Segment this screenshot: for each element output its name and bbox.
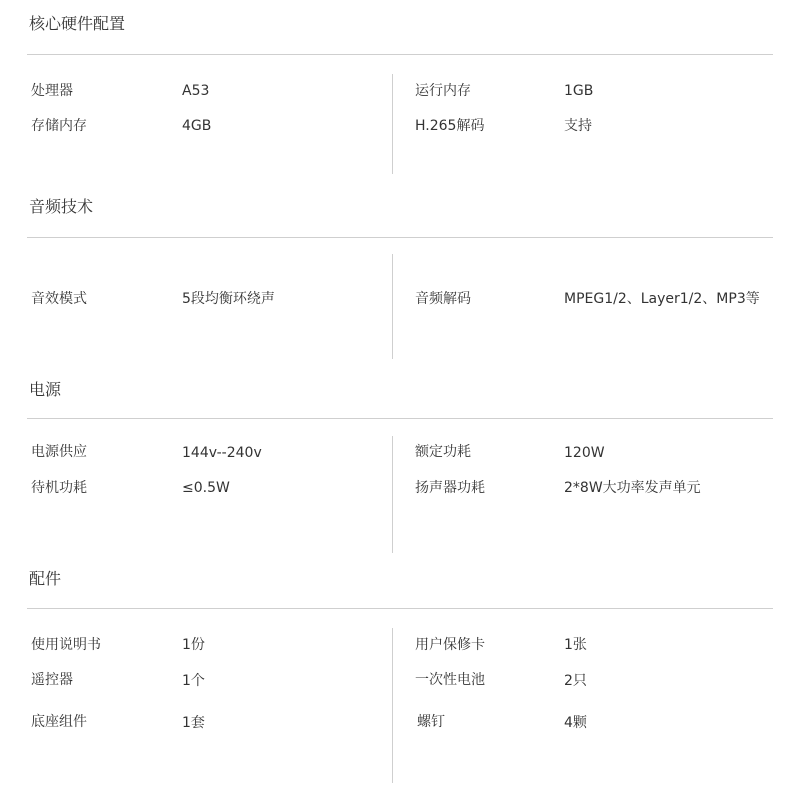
section-divider [27,418,773,419]
spec-value-manual: 1份 [182,637,205,653]
spec-label-remote: 遥控器 [31,672,73,688]
spec-label-storage: 存储内存 [31,118,87,134]
spec-value-screws: 4颗 [564,715,587,731]
section-divider [27,237,773,238]
spec-label-h265: H.265解码 [415,118,485,134]
section-divider [27,608,773,609]
spec-value-standby-power: ≤0.5W [182,480,230,496]
spec-value-speaker-power: 2*8W大功率发声单元 [564,480,701,496]
spec-label-battery: 一次性电池 [415,672,485,688]
spec-value-remote: 1个 [182,673,205,689]
spec-label-power-supply: 电源供应 [31,444,87,460]
spec-label-ram: 运行内存 [415,83,471,99]
spec-label-base-kit: 底座组件 [31,714,87,730]
spec-label-sound-mode: 音效模式 [31,291,87,307]
spec-label-processor: 处理器 [31,83,73,99]
column-divider [392,628,393,783]
spec-label-screws: 螺钉 [417,714,445,730]
column-divider [392,254,393,359]
spec-value-base-kit: 1套 [182,715,205,731]
spec-value-audio-decode: MPEG1/2、Layer1/2、MP3等 [564,291,760,307]
spec-value-rated-power: 120W [564,445,605,461]
spec-label-standby-power: 待机功耗 [31,480,87,496]
section-title-hardware: 核心硬件配置 [29,14,126,33]
section-divider [27,54,773,55]
spec-value-sound-mode: 5段均衡环绕声 [182,291,275,307]
column-divider [392,436,393,553]
column-divider [392,74,393,174]
spec-label-warranty-card: 用户保修卡 [415,637,485,653]
spec-value-battery: 2只 [564,673,587,689]
spec-value-ram: 1GB [564,83,594,99]
section-title-power: 电源 [29,380,62,399]
section-title-accessories: 配件 [29,569,62,588]
spec-value-h265: 支持 [564,118,592,134]
spec-value-processor: A53 [182,83,210,99]
spec-value-power-supply: 144v--240v [182,445,262,461]
spec-value-storage: 4GB [182,118,212,134]
spec-value-warranty-card: 1张 [564,637,587,653]
spec-label-speaker-power: 扬声器功耗 [415,480,485,496]
spec-label-audio-decode: 音频解码 [415,291,471,307]
spec-label-manual: 使用说明书 [31,637,101,653]
spec-label-rated-power: 额定功耗 [415,444,471,460]
section-title-audio: 音频技术 [29,197,94,216]
